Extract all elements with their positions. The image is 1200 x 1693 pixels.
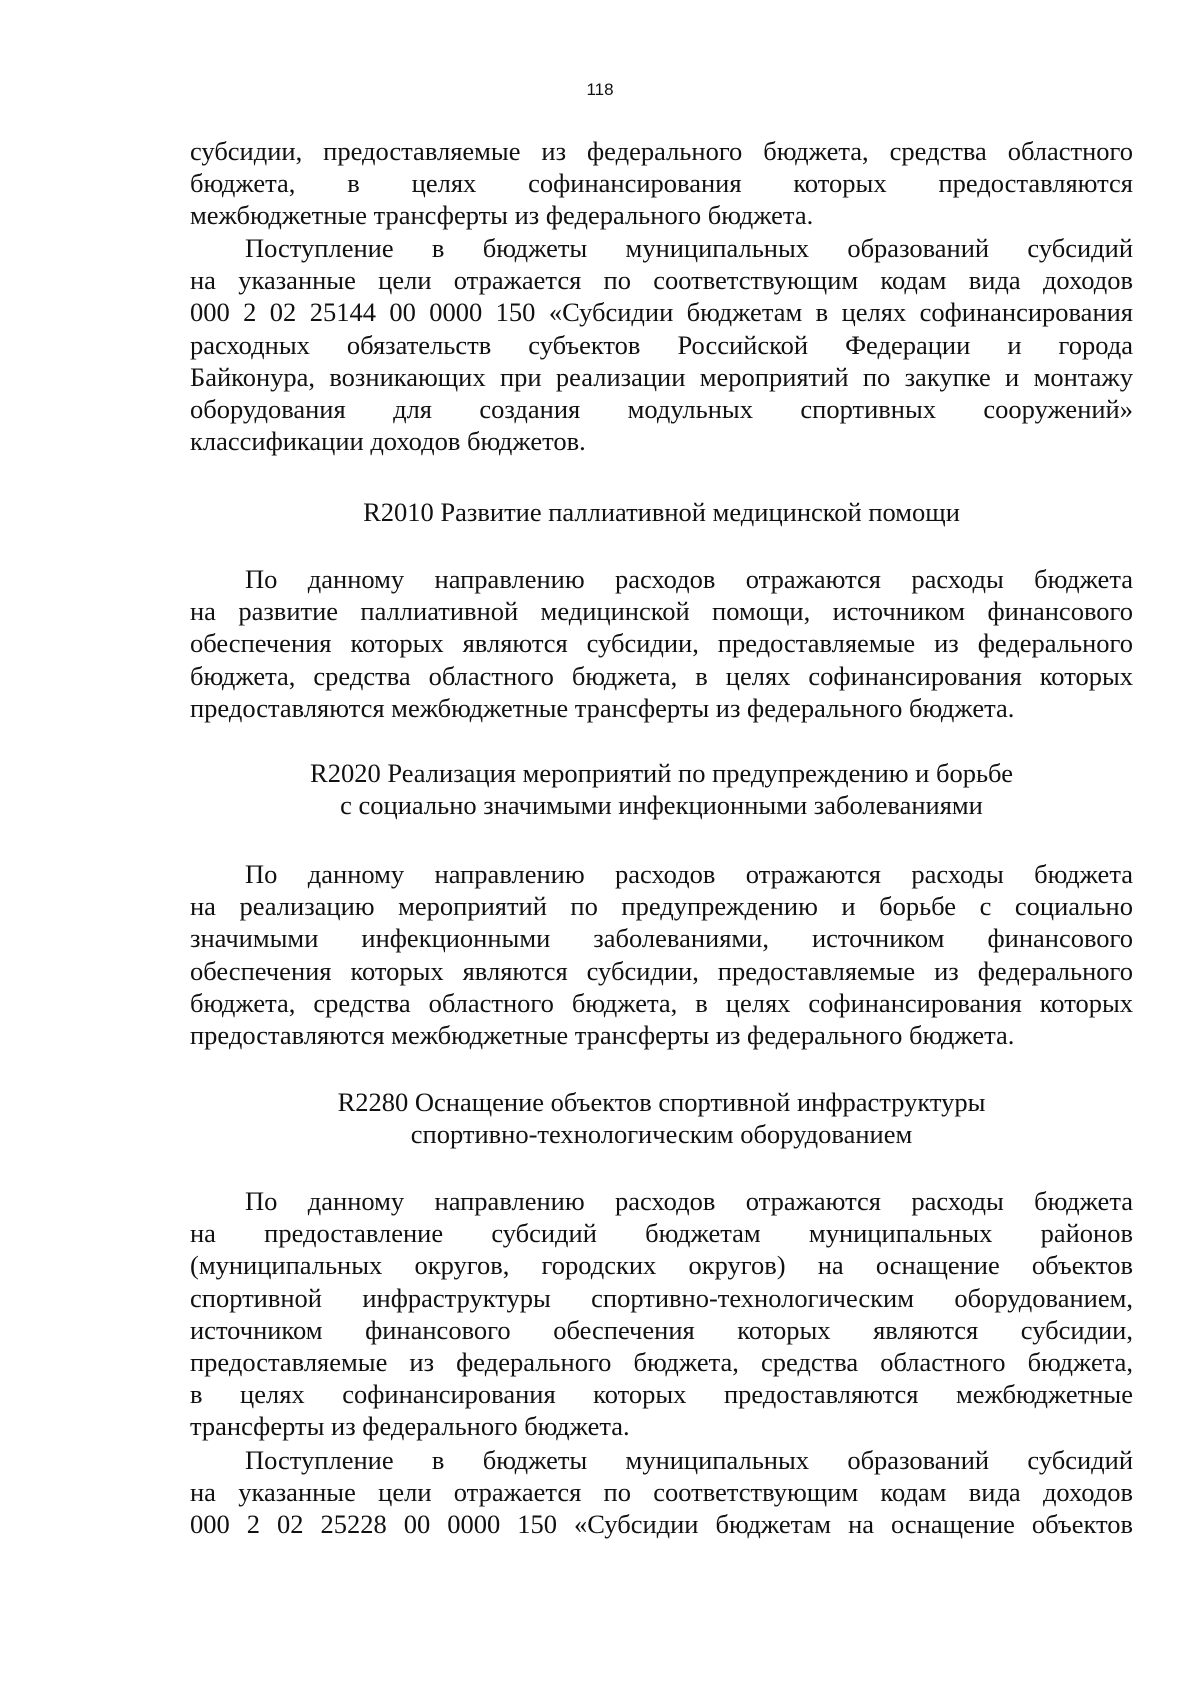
section-heading-r2280 [190,1086,1133,1150]
text-line: обеспечения которых являются субсидии, предоставляемые из федерального [190,955,1133,986]
heading-line: спортивно-технологическим оборудованием [410,1119,913,1150]
text-line: предоставляемые из федерального бюджета, средства областного бюджета, [190,1347,1133,1378]
paragraph-r2020 [190,858,1133,1051]
text-line: предоставляются межбюджетные трансферты из федерального бюджета. [190,692,1015,723]
text-line: Байконура, возникающих при реализации мероприятий по закупке и монтажу [190,361,1133,392]
text-line: бюджета, в целях софинансирования которых предоставляются [190,168,1133,199]
text-line: (муниципальных округов, городских округов) на оснащение объектов [190,1250,1133,1281]
text-line: на указанные цели отражается по соответствующим кодам вида доходов [190,265,1133,296]
text-line: в целях софинансирования которых предоставляются межбюджетные [190,1379,1133,1410]
text-line: на предоставление субсидий бюджетам муниципальных районов [190,1218,1133,1249]
heading-line: R2280 Оснащение объектов спортивной инфраструктуры [337,1087,986,1117]
text-line: оборудования для создания модульных спортивных сооружений» [190,394,1133,425]
text-line: на указанные цели отражается по соответствующим кодам вида доходов [190,1477,1133,1508]
text-line: Поступление в бюджеты муниципальных образований субсидий [245,1445,1133,1475]
text-line: субсидии, предоставляемые из федерального бюджета, средства областного [190,136,1133,166]
text-line: на развитие паллиативной медицинской помощи, источником финансового [190,596,1133,627]
text-line: По данному направлению расходов отражаются расходы бюджета [245,564,1133,594]
text-line: 000 2 02 25144 00 0000 150 «Субсидии бюджетам в целях софинансирования [190,297,1133,328]
paragraph-receipts-2 [190,1444,1133,1541]
text-line: трансферты из федерального бюджета. [190,1411,630,1442]
paragraph-receipts-1 [190,232,1133,457]
heading-line: R2020 Реализация мероприятий по предупреждению и борьбе [310,758,1013,788]
paragraph-r2010 [190,563,1133,724]
heading-line: R2010 Развитие паллиативной медицинской помощи [363,497,960,527]
section-heading-r2020 [190,757,1133,821]
text-line: предоставляются межбюджетные трансферты из федерального бюджета. [190,1020,1015,1051]
heading-line: с социально значимыми инфекционными заболеваниями [340,790,983,821]
text-line: бюджета, средства областного бюджета, в целях софинансирования которых [190,660,1133,691]
text-line: Поступление в бюджеты муниципальных образований субсидий [245,233,1133,263]
paragraph-continuation [190,135,1133,232]
section-heading-r2010 [190,496,1133,528]
text-line: источником финансового обеспечения которых являются субсидии, [190,1314,1133,1345]
text-line: бюджета, средства областного бюджета, в целях софинансирования которых [190,987,1133,1018]
text-line: значимыми инфекционными заболеваниями, источником финансового [190,923,1133,954]
page-number: 118 [586,80,614,99]
text-line: на реализацию мероприятий по предупреждению и борьбе с социально [190,891,1133,922]
text-line: спортивной инфраструктуры спортивно-технологическим оборудованием, [190,1282,1133,1313]
text-line: расходных обязательств субъектов Российской Федерации и города [190,329,1133,360]
text-line: 000 2 02 25228 00 0000 150 «Субсидии бюджетам на оснащение объектов [190,1509,1133,1540]
text-line: межбюджетные трансферты из федерального бюджета. [190,200,814,231]
text-line: классификации доходов бюджетов. [190,426,586,457]
text-line: обеспечения которых являются субсидии, предоставляемые из федерального [190,628,1133,659]
text-line: По данному направлению расходов отражаются расходы бюджета [245,1186,1133,1216]
paragraph-r2280 [190,1185,1133,1443]
text-line: По данному направлению расходов отражаются расходы бюджета [245,859,1133,889]
